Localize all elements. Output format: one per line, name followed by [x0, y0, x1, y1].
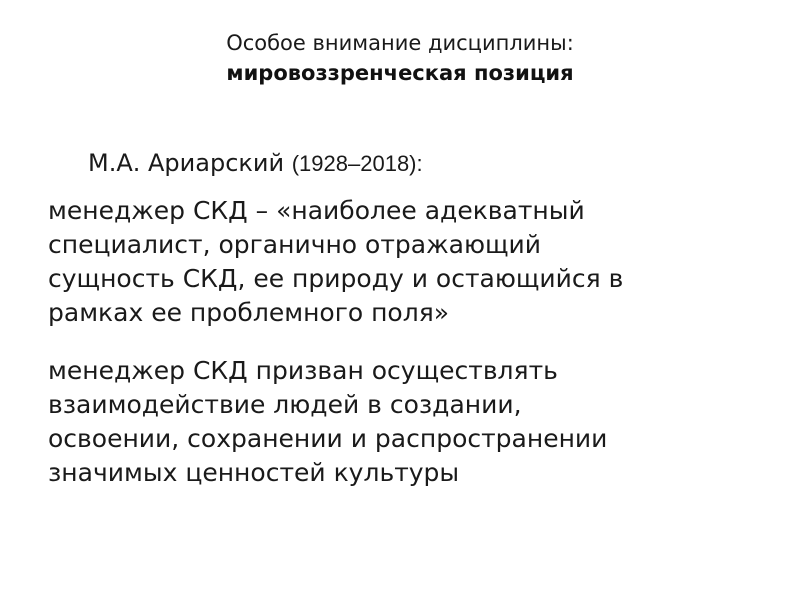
title-line-2: мировоззренческая позиция	[226, 61, 574, 85]
paragraph-line: взаимодействие людей в создании,	[48, 390, 522, 419]
title-line-1: Особое внимание дисциплины:	[226, 31, 574, 55]
author-name: М.А. Ариарский	[88, 149, 285, 177]
paragraph-line: сущность СКД, ее природу и остающийся в	[48, 264, 624, 293]
paragraph-line: значимых ценностей культуры	[48, 458, 460, 487]
paragraph-line: рамках ее проблемного поля»	[48, 298, 450, 327]
paragraph-purpose	[48, 354, 768, 490]
paragraph-line: освоении, сохранении и распространении	[48, 424, 608, 453]
author-heading	[88, 148, 423, 179]
author-years: (1928–2018):	[291, 151, 423, 176]
slide-title	[0, 28, 800, 88]
paragraph-definition	[48, 194, 768, 330]
paragraph-line: менеджер СКД призван осуществлять	[48, 356, 558, 385]
paragraph-line: специалист, органично отражающий	[48, 230, 542, 259]
paragraph-line: менеджер СКД – «наиболее адекватный	[48, 196, 585, 225]
